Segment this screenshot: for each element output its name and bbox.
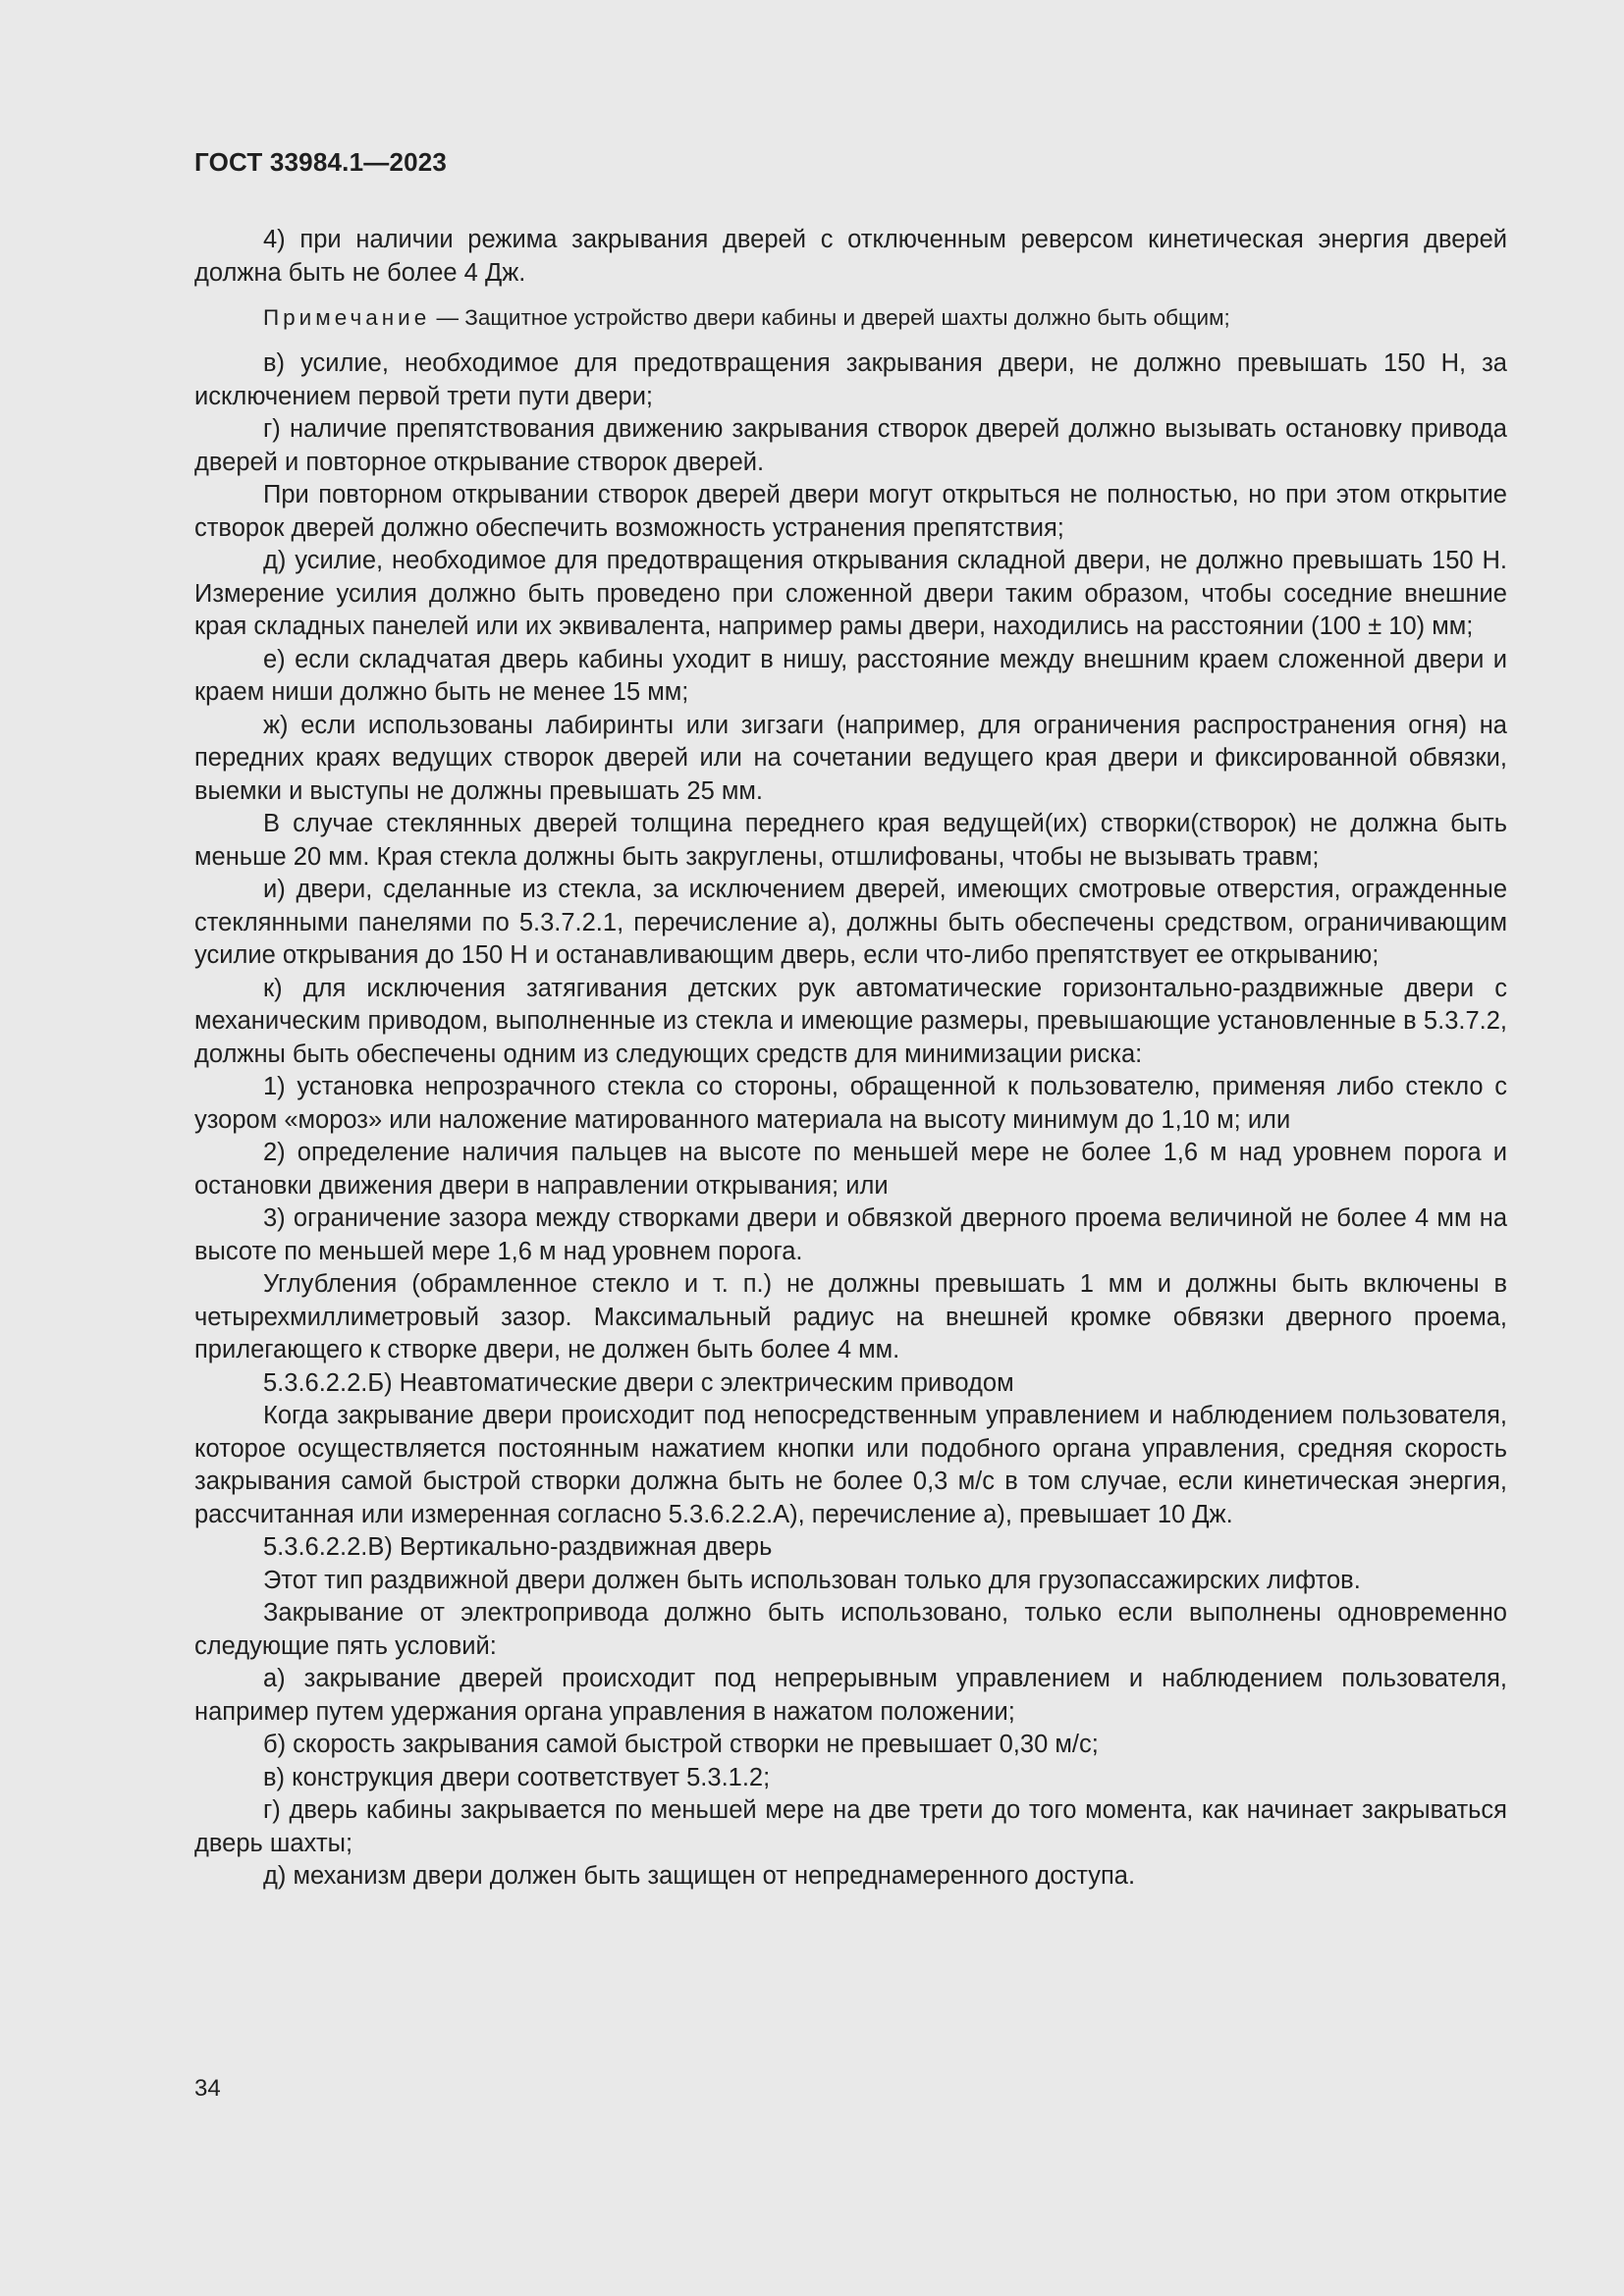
section-heading-5-3-6-2-2-b: 5.3.6.2.2.Б) Неавтоматические двери с электрическим приводом [263, 1368, 1014, 1397]
paragraph-d: д) усилие, необходимое для предотвращения открывания складной двери, не должно превышать 150 Н. Измерение усилия должно быть проведено при сложенной двери таким образом, чтобы соседние внешние края складных панелей или их эквивалента, например рамы двери, находились на расстоянии (100 ± 10) мм; [194, 547, 1507, 640]
note-text: Защитное устройство двери кабины и дверей шахты должно быть общим; [464, 305, 1230, 330]
paragraph-e: е) если складчатая дверь кабины уходит в нишу, расстояние между внешним краем сложенной двери и краем ниши должно быть не менее 15 мм; [194, 645, 1507, 706]
paragraph-glass-edge: В случае стеклянных дверей толщина переднего края ведущей(их) створки(створок) не должна быть меньше 20 мм. Края стекла должны быть закруглены, отшлифованы, чтобы не вызывать травм; [194, 810, 1507, 871]
paragraph-conditions: Закрывание от электропривода должно быть использовано, только если выполнены одновременно следующие пять условий: [194, 1599, 1507, 1660]
paragraph-reopening: При повторном открывании створок дверей двери могут открыться не полностью, но при этом открытие створок дверей должно обеспечить возможность устранения препятствия; [194, 481, 1507, 542]
paragraph-condition-d: д) механизм двери должен быть защищен от непреднамеренного доступа. [263, 1862, 1136, 1890]
paragraph-zh: ж) если использованы лабиринты или зигзаги (например, для ограничения распространения огня) на передних краях ведущих створок дверей или на сочетании ведущего края двери и фиксированной обвязки, выемки и выступы не должны превышать 25 мм. [194, 711, 1507, 805]
paragraph-condition-v: в) конструкция двери соответствует 5.3.1.2; [263, 1763, 771, 1791]
paragraph-door-type: Этот тип раздвижной двери должен быть использован только для грузопассажирских лифтов. [263, 1566, 1361, 1594]
note-dash: — [436, 305, 459, 330]
paragraph-condition-a: а) закрывание дверей происходит под непрерывным управлением и наблюдением пользователя, например путем удержания органа управления в нажатом положении; [194, 1665, 1507, 1726]
document-body [194, 224, 1507, 1894]
paragraph-item-4: 4) при наличии режима закрывания дверей с отключенным реверсом кинетическая энергия дверей должна быть не более 4 Дж. [194, 226, 1507, 287]
paragraph-condition-g: г) дверь кабины закрывается по меньшей мере на две трети до того момента, как начинает закрываться дверь шахты; [194, 1796, 1507, 1857]
document-header: ГОСТ 33984.1—2023 [194, 147, 448, 177]
paragraph-recesses: Углубления (обрамленное стекло и т. п.) не должны превышать 1 мм и должны быть включены в четырехмиллиметровый зазор. Максимальный радиус на внешней кромке обвязки дверного проема, прилегающего к створке двери, не должен быть более 4 мм. [194, 1270, 1507, 1363]
page-number: 34 [194, 2075, 221, 2102]
note-label: Примечание [263, 305, 431, 330]
paragraph-g: г) наличие препятствования движению закрывания створок дверей должно вызывать остановку привода дверей и повторное открывание створок дверей. [194, 415, 1507, 476]
paragraph-v: в) усилие, необходимое для предотвращения закрывания двери, не должно превышать 150 Н, за исключением первой трети пути двери; [194, 349, 1507, 410]
paragraph-k: к) для исключения затягивания детских рук автоматические горизонтально-раздвижные двери с механическим приводом, выполненные из стекла и имеющие размеры, превышающие установленные в 5.3.7.2, должны быть обеспечены одним из следующих средств для минимизации риска: [194, 974, 1507, 1068]
paragraph-k-1: 1) установка непрозрачного стекла со стороны, обращенной к пользователю, применяя либо стекло с узором «мороз» или наложение матированного материала на высоту минимум до 1,10 м; или [194, 1073, 1507, 1134]
section-heading-5-3-6-2-2-v: 5.3.6.2.2.В) Вертикально-раздвижная дверь [263, 1533, 773, 1561]
paragraph-manual-closing: Когда закрывание двери происходит под непосредственным управлением и наблюдением пользователя, которое осуществляется постоянным нажатием кнопки или подобного органа управления, средняя скорость закрывания самой быстрой створки должна быть не более 0,3 м/с в том случае, если кинетическая энергия, рассчитанная или измеренная согласно 5.3.6.2.2.А), перечисление а), превышает 10 Дж. [194, 1402, 1507, 1528]
paragraph-k-2: 2) определение наличия пальцев на высоте по меньшей мере не более 1,6 м над уровнем порога и остановки движения двери в направлении открывания; или [194, 1139, 1507, 1200]
paragraph-i: и) двери, сделанные из стекла, за исключением дверей, имеющих смотровые отверстия, огражденные стеклянными панелями по 5.3.7.2.1, перечисление а), должны быть обеспечены средством, ограничивающим усилие открывания до 150 Н и останавливающим дверь, если что-либо препятствует ее открыванию; [194, 876, 1507, 969]
note [194, 301, 1507, 334]
paragraph-k-3: 3) ограничение зазора между створками двери и обвязкой дверного проема величиной не более 4 мм на высоте по меньшей мере 1,6 м над уровнем порога. [194, 1204, 1507, 1265]
paragraph-condition-b: б) скорость закрывания самой быстрой створки не превышает 0,30 м/с; [263, 1731, 1099, 1758]
